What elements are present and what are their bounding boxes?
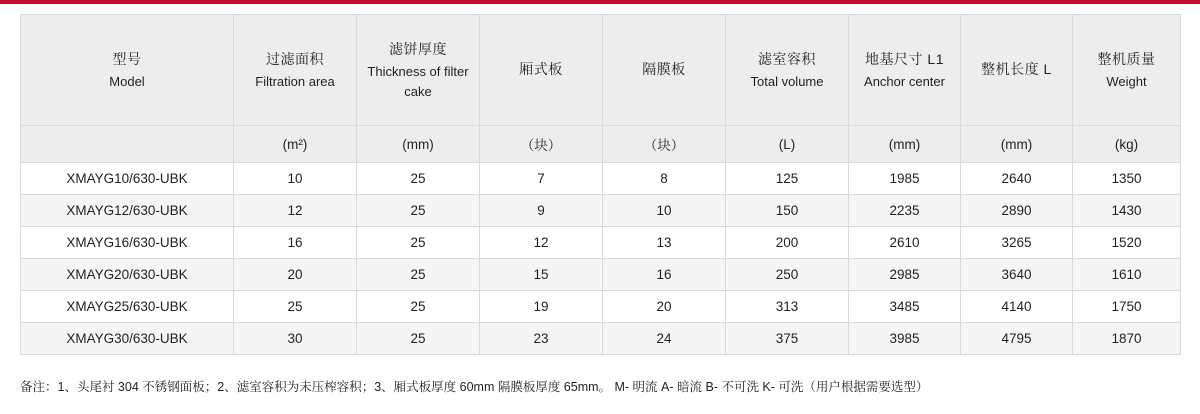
cell-weight: 1350 [1073,163,1181,195]
cell-total-volume: 150 [726,195,849,227]
footnote: 备注：1、头尾衬 304 不锈钢面板；2、滤室容积为未压榨容积；3、厢式板厚度 60mm 隔膜板厚度 65mm。 M- 明流 A- 暗流 B- 不可洗 K- 可洗（用户根据需要选型） [20,380,929,394]
cell-weight: 1430 [1073,195,1181,227]
specification-table-container [20,14,1180,355]
header-cell-machine-length [961,15,1073,126]
cell-membrane-plate: 20 [603,291,726,323]
header-cn-anchor-center: 地基尺寸 L1 [865,50,944,67]
cell-weight: 1870 [1073,323,1181,355]
cell-membrane-plate: 24 [603,323,726,355]
header-en-filtration-area: Filtration area [255,73,335,89]
cell-chamber-plate: 23 [480,323,603,355]
cell-weight: 1520 [1073,227,1181,259]
unit-cell-total-volume: (L) [726,126,849,163]
table-row [21,195,1181,227]
header-en-weight: Weight [1106,73,1147,89]
unit-cell-membrane-plate: （块） [603,126,726,163]
cell-total-volume: 125 [726,163,849,195]
header-cn-model: 型号 [112,50,142,67]
cell-weight: 1750 [1073,291,1181,323]
cell-cake-thickness: 25 [357,163,480,195]
cell-machine-length: 2640 [961,163,1073,195]
unit-cell-anchor-center: (mm) [849,126,961,163]
cell-filtration-area: 25 [234,291,357,323]
header-en-anchor-center: Anchor center [864,73,945,89]
header-cn-membrane-plate: 隔膜板 [642,60,686,77]
cell-total-volume: 375 [726,323,849,355]
header-cn-filtration-area: 过滤面积 [266,50,324,67]
header-cn-chamber-plate: 厢式板 [519,60,563,77]
header-cn-machine-length: 整机长度 L [981,60,1052,77]
table-row [21,291,1181,323]
unit-cell-model [21,126,234,163]
cell-membrane-plate: 8 [603,163,726,195]
header-cell-membrane-plate [603,15,726,126]
cell-total-volume: 313 [726,291,849,323]
header-en-total-volume: Total volume [750,73,824,89]
header-cell-total-volume [726,15,849,126]
table-row [21,323,1181,355]
header-cell-chamber-plate [480,15,603,126]
cell-membrane-plate: 16 [603,259,726,291]
cell-cake-thickness: 25 [357,323,480,355]
header-cell-weight [1073,15,1181,126]
cell-total-volume: 250 [726,259,849,291]
cell-filtration-area: 16 [234,227,357,259]
specification-table [20,14,1181,355]
cell-machine-length: 2890 [961,195,1073,227]
cell-cake-thickness: 25 [357,195,480,227]
cell-model: XMAYG10/630-UBK [21,163,234,195]
unit-cell-filtration-area: (m²) [234,126,357,163]
unit-cell-machine-length: (mm) [961,126,1073,163]
cell-cake-thickness: 25 [357,291,480,323]
cell-filtration-area: 12 [234,195,357,227]
header-cell-cake-thickness [357,15,480,126]
cell-machine-length: 4140 [961,291,1073,323]
unit-cell-chamber-plate: （块） [480,126,603,163]
cell-membrane-plate: 10 [603,195,726,227]
cell-filtration-area: 30 [234,323,357,355]
cell-model: XMAYG20/630-UBK [21,259,234,291]
top-accent-rule [0,0,1200,4]
header-cell-anchor-center [849,15,961,126]
header-row-units [21,126,1181,163]
cell-chamber-plate: 12 [480,227,603,259]
header-cn-weight: 整机质量 [1097,50,1156,67]
cell-filtration-area: 10 [234,163,357,195]
cell-cake-thickness: 25 [357,227,480,259]
cell-model: XMAYG16/630-UBK [21,227,234,259]
cell-chamber-plate: 19 [480,291,603,323]
table-body [21,163,1181,355]
cell-chamber-plate: 9 [480,195,603,227]
cell-model: XMAYG12/630-UBK [21,195,234,227]
unit-cell-weight: (kg) [1073,126,1181,163]
header-row-titles [21,15,1181,126]
cell-total-volume: 200 [726,227,849,259]
cell-anchor-center: 2985 [849,259,961,291]
table-row [21,227,1181,259]
unit-cell-cake-thickness: (mm) [357,126,480,163]
cell-machine-length: 4795 [961,323,1073,355]
header-cell-filtration-area [234,15,357,126]
cell-cake-thickness: 25 [357,259,480,291]
header-en-cake-thickness: Thickness of filter cake [367,64,469,99]
header-en-model: Model [109,73,145,89]
cell-membrane-plate: 13 [603,227,726,259]
cell-model: XMAYG25/630-UBK [21,291,234,323]
cell-model: XMAYG30/630-UBK [21,323,234,355]
cell-machine-length: 3640 [961,259,1073,291]
cell-anchor-center: 2235 [849,195,961,227]
cell-machine-length: 3265 [961,227,1073,259]
cell-weight: 1610 [1073,259,1181,291]
cell-anchor-center: 3485 [849,291,961,323]
cell-anchor-center: 3985 [849,323,961,355]
header-cell-model [21,15,234,126]
table-row [21,259,1181,291]
cell-chamber-plate: 7 [480,163,603,195]
table-row [21,163,1181,195]
cell-anchor-center: 1985 [849,163,961,195]
header-cn-total-volume: 滤室容积 [758,50,816,67]
cell-anchor-center: 2610 [849,227,961,259]
header-cn-cake-thickness: 滤饼厚度 [389,41,447,57]
cell-chamber-plate: 15 [480,259,603,291]
cell-filtration-area: 20 [234,259,357,291]
table-header [21,15,1181,163]
